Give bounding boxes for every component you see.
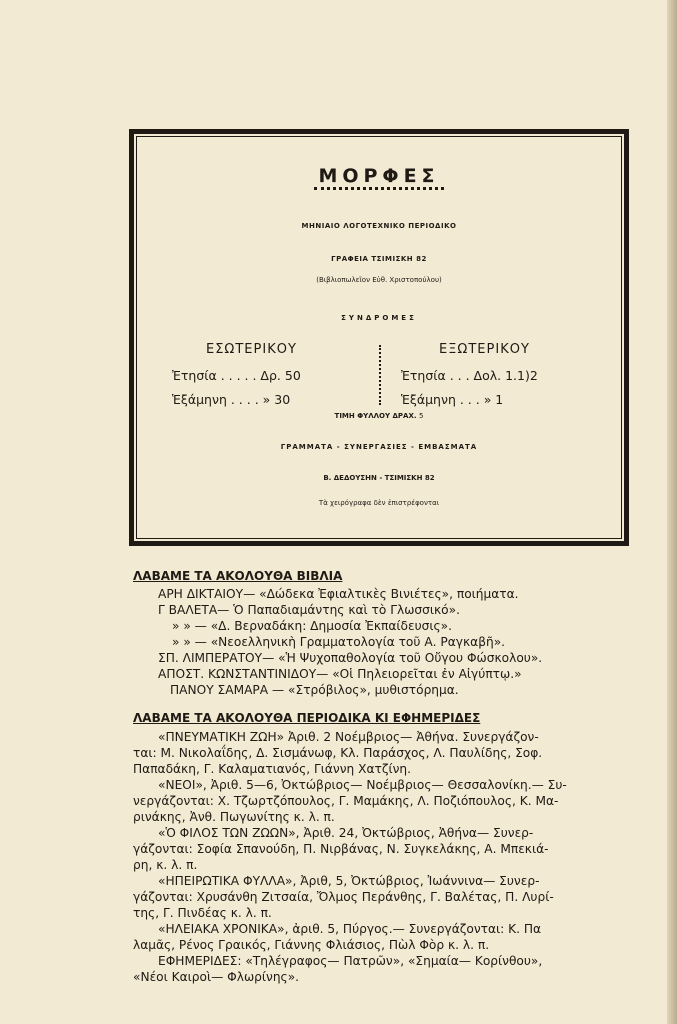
periodical-line: ται: Μ. Νικολαΐδης, Δ. Σισμάνωφ, Κλ. Παράσχος, Λ. Παυλίδης, Σοφ. bbox=[133, 746, 543, 760]
journal-subtitle: ΜΗΝΙΑΙΟ ΛΟΓΟΤΕΧΝΙΚΟ ΠΕΡΙΟΔΙΚΟ bbox=[301, 222, 457, 230]
periodicals-heading: ΛΑΒΑΜΕ ΤΑ ΑΚΟΛΟΥΘΑ ΠΕΡΙΟΔΙΚΑ ΚΙ ΕΦΗΜΕΡΙΔΕΣ bbox=[133, 711, 481, 725]
periodical-line: «ΠΝΕΥΜΑΤΙΚΗ ΖΩΗ» Ἀριθ. 2 Νοέμβριος— Ἀθήνα. Συνεργάζον- bbox=[158, 730, 539, 744]
manuscripts-note: Τὰ χειρόγραφα δὲν ἐπιστρέφονται bbox=[318, 499, 440, 507]
domestic-half: Ἑξάμηνη . . . . » 30 bbox=[172, 392, 291, 407]
periodical-line: νεργάζονται: Χ. Τζωρτζόπουλος, Γ. Μαμάκης, Λ. Ποζιόπουλος, Κ. Μα- bbox=[133, 794, 559, 808]
foreign-half: Ἑξάμηνη . . . » 1 bbox=[401, 392, 504, 407]
periodical-line: λαμᾶς, Ρένος Γραικός, Γιάννης Φλιάσιος, Πὼλ Φὸρ κ. λ. π. bbox=[133, 938, 490, 952]
periodical-line: γάζονται: Χρυσάνθη Ζιτσαία, Ὄλμος Περάνθης, Γ. Βαλέτας, Π. Λυρί- bbox=[133, 890, 554, 904]
column-divider bbox=[379, 345, 381, 405]
offices-address: ΓΡΑΦΕΙΑ ΤΣΙΜΙΣΚΗ 82 bbox=[331, 255, 427, 263]
correspondence-heading: ΓΡΑΜΜΑΤΑ - ΣΥΝΕΡΓΑΣΙΕΣ - ΕΜΒΑΣΜΑΤΑ bbox=[280, 443, 478, 451]
periodical-line: «Νέοι Καιροὶ— Φλωρίνης». bbox=[133, 970, 300, 984]
periodical-line: της, Γ. Πινδέας κ. λ. π. bbox=[133, 906, 272, 920]
masthead-frame bbox=[129, 129, 629, 546]
book-line: Γ ΒΑΛΕΤΑ— Ὁ Παπαδιαμάντης καὶ τὸ Γλωσσικό». bbox=[158, 603, 460, 617]
book-line: » » — «Νεοελληνικὴ Γραμματολογία τοῦ Α. Ραγκαβῆ». bbox=[172, 635, 506, 649]
periodical-line: «ΗΠΕΙΡΩΤΙΚΑ ΦΥΛΛΑ», Ἀριθ, 5, Ὀκτώβριος, Ἰωάννινα— Συνερ- bbox=[158, 874, 540, 888]
periodical-line: «ΝΕΟΙ», Ἀριθ. 5—6, Ὀκτώβριος— Νοέμβριος— Θεσσαλονίκη.— Συ- bbox=[158, 778, 567, 792]
domestic-label: ΕΣΩΤΕΡΙΚΟΥ bbox=[206, 342, 297, 357]
domestic-annual: Ἐτησία . . . . . Δρ. 50 bbox=[172, 368, 301, 383]
books-heading: ΛΑΒΑΜΕ ΤΑ ΑΚΟΛΟΥΘΑ ΒΙΒΛΙΑ bbox=[133, 569, 343, 583]
page-edge bbox=[667, 0, 677, 1024]
foreign-label: ΕΞΩΤΕΡΙΚΟΥ bbox=[439, 342, 530, 357]
bookshop-note: (Βιβλιοπωλεῖον Εὐθ. Χριστοπούλου) bbox=[316, 276, 442, 284]
periodical-line: «Ὁ ΦΙΛΟΣ ΤΩΝ ΖΩΩΝ», Ἀριθ. 24, Ὀκτώβριος, Ἀθήνα— Συνερ- bbox=[158, 826, 534, 840]
book-line: ΣΠ. ΛΙΜΠΕΡΑΤΟΥ— «Ἡ Ψυχοπαθολογία τοῦ Οὔγου Φώσκολου». bbox=[158, 651, 543, 665]
periodical-line: ΕΦΗΜΕΡΙΔΕΣ: «Τηλέγραφος— Πατρῶν», «Σημαία— Κορίνθου», bbox=[158, 954, 543, 968]
journal-title: ΜΟΡΦΕΣ bbox=[134, 165, 624, 187]
periodical-line: ρη, κ. λ. π. bbox=[133, 858, 198, 872]
book-line: ΑΡΗ ΔΙΚΤΑΙΟΥ— «Δώδεκα Ἐφιαλτικὲς Βινιέτες», ποιήματα. bbox=[158, 587, 519, 601]
issue-price: ΤΙΜΗ ΦΥΛΛΟΥ ΔΡΑΧ. 5 bbox=[334, 412, 424, 420]
book-line: » » — «Δ. Βερναδάκη: Δημοσία Ἐκπαίδευσις». bbox=[172, 619, 452, 633]
periodical-line: γάζονται: Σοφία Σπανούδη, Π. Νιρβάνας, Ν. Συγκελάκης, Α. Μπεκιά- bbox=[133, 842, 549, 856]
periodical-line: Παπαδάκη, Γ. Καλαματιανός, Γιάννη Χατζίνη. bbox=[133, 762, 412, 776]
book-line: ΑΠΟΣΤ. ΚΩΝΣΤΑΝΤΙΝΙΔΟΥ— «Οἱ Πηλειορεῖται ἐν Αἰγύπτῳ.» bbox=[158, 667, 522, 681]
periodical-line: «ΗΛΕΙΑΚΑ ΧΡΟΝΙΚΑ», ἀριθ. 5, Πύργος.— Συνεργάζονται: Κ. Πα bbox=[158, 922, 542, 936]
book-line: ΠΑΝΟΥ ΣΑΜΑΡΑ — «Στρόβιλος», μυθιστόρημα. bbox=[170, 683, 459, 697]
periodical-line: ρινάκης, Ἀνθ. Πωγωνίτης κ. λ. π. bbox=[133, 810, 335, 824]
correspondence-address: Β. ΔΕΔΟΥΣΗΝ - ΤΣΙΜΙΣΚΗ 82 bbox=[323, 474, 435, 482]
subscriptions-heading: ΣΥΝΔΡΟΜΕΣ bbox=[341, 314, 417, 322]
foreign-annual: Ἐτησία . . . Δολ. 1.1)2 bbox=[401, 368, 538, 383]
